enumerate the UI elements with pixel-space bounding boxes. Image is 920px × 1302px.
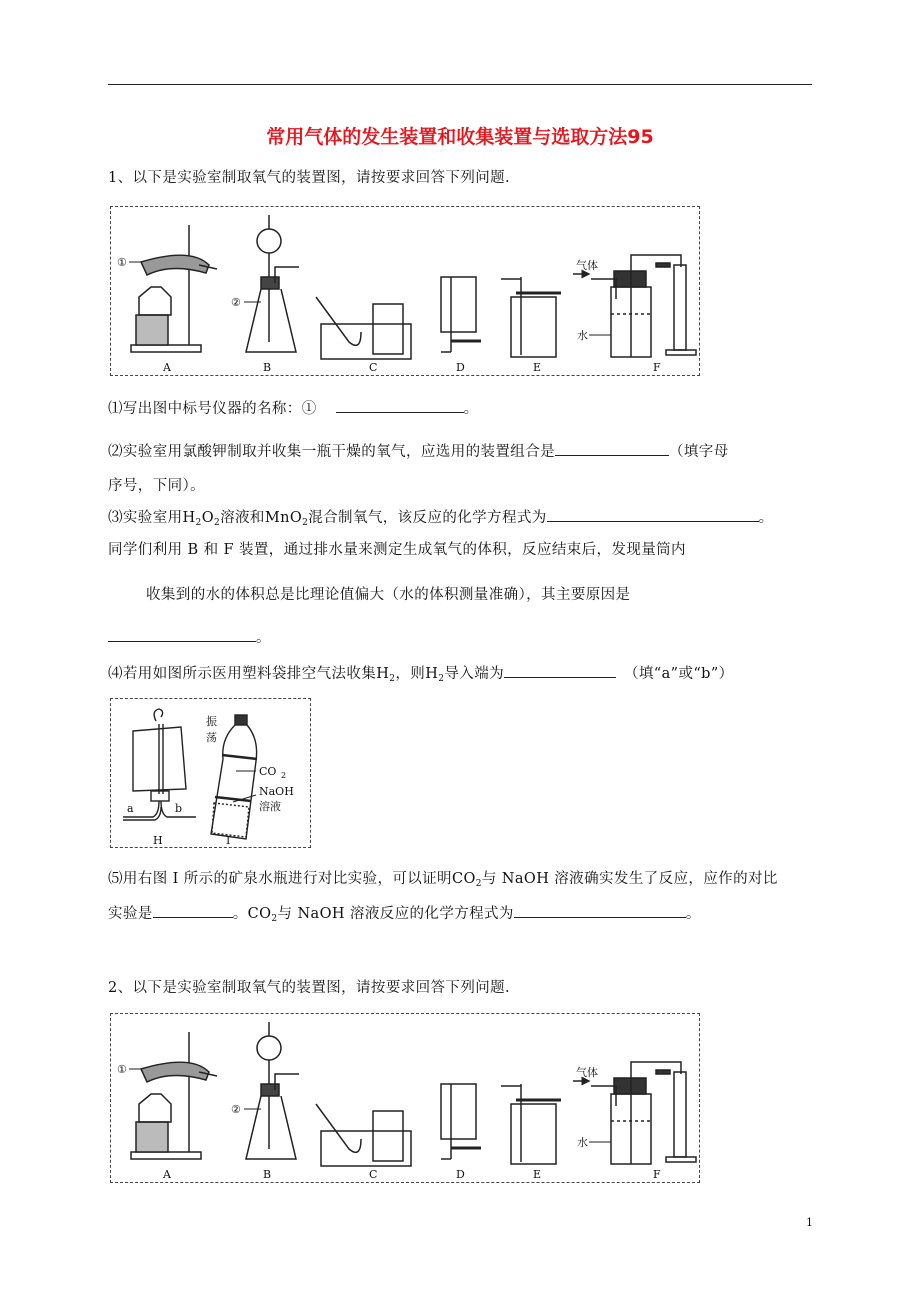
- answer-blank[interactable]: [555, 441, 669, 456]
- subscript: 2: [302, 518, 309, 528]
- subscript: 2: [475, 879, 482, 889]
- part-3-text: 溶液和: [220, 510, 265, 526]
- formula-mno2: MnO: [264, 510, 303, 526]
- subscript: 2: [195, 518, 202, 528]
- formula-co2: CO: [451, 871, 476, 887]
- label-mark-1: ①: [117, 1063, 127, 1076]
- subscript: 2: [389, 674, 396, 684]
- apparatus-figure-1: [110, 206, 700, 376]
- label-A: A: [163, 1168, 171, 1181]
- label-water: 水: [577, 1136, 588, 1149]
- label-solution: 溶液: [259, 800, 281, 813]
- question-1-part-1: [108, 397, 479, 418]
- label-mark-1: ①: [117, 256, 127, 269]
- question-1-part-2: [108, 440, 729, 461]
- question-1-part-4: [108, 662, 734, 684]
- label-D: D: [456, 1168, 465, 1181]
- part-3-text: 混合制氧气，该反应的化学方程式为: [308, 510, 547, 526]
- part-2-text-end: （填字母: [669, 444, 729, 460]
- answer-blank[interactable]: [547, 507, 759, 522]
- label-D: D: [456, 361, 465, 374]
- page-title: 常用气体的发生装置和收集装置与选取方法95: [266, 126, 654, 148]
- label-F: F: [653, 361, 661, 374]
- part-1-text: ⑴写出图中标号仪器的名称：①: [108, 401, 317, 417]
- question-1-part-5: [108, 867, 778, 889]
- period: 。: [232, 906, 248, 922]
- part-5-text: 实验是: [108, 906, 153, 922]
- label-gas: 气体: [576, 259, 598, 272]
- label-mark-2: ②: [231, 296, 241, 309]
- question-1-part-3-answer: [108, 626, 271, 647]
- label-shake: 振: [206, 715, 217, 728]
- label-B: B: [263, 361, 272, 374]
- part-4-text: ⑷若用如图所示医用塑料袋排空气法收集: [108, 666, 377, 682]
- answer-blank[interactable]: [514, 903, 686, 918]
- label-C: C: [369, 1168, 378, 1181]
- page-number: 1: [806, 1216, 813, 1229]
- label-co2: CO: [259, 765, 277, 778]
- header-rule: [108, 84, 812, 85]
- part-4-text: 导入端为: [444, 666, 504, 682]
- label-B: B: [263, 1168, 272, 1181]
- answer-blank[interactable]: [153, 903, 233, 918]
- label-co2-subscript: 2: [281, 771, 287, 780]
- label-gas: 气体: [576, 1066, 598, 1079]
- answer-blank[interactable]: [108, 627, 256, 642]
- answer-blank[interactable]: [336, 398, 464, 413]
- part-2-text: ⑵实验室用氯酸钾制取并收集一瓶干燥的氧气，应选用的装置组合是: [108, 444, 555, 460]
- bag-end-b: b: [175, 802, 183, 815]
- apparatus-drawing: [111, 1014, 701, 1184]
- period: 。: [685, 906, 701, 922]
- label-shake: 荡: [206, 731, 217, 744]
- label-F: F: [653, 1168, 661, 1181]
- part-5-text: ⑸用右图 I 所示的矿泉水瓶进行对比实验，可以证明: [108, 871, 452, 887]
- question-1-stem: 1、以下是实验室制取氧气的装置图，请按要求回答下列问题.: [108, 170, 511, 186]
- label-I: I: [226, 834, 231, 847]
- apparatus-figure-2: [110, 1013, 700, 1183]
- part-4-hint: （填“a”或“b”）: [624, 666, 734, 682]
- question-1-part-3-cont2: 收集到的水的体积总是比理论值偏大（水的体积测量准确），其主要原因是: [146, 587, 631, 603]
- label-mark-2: ②: [231, 1103, 241, 1116]
- label-E: E: [533, 1168, 542, 1181]
- subscript: 2: [213, 518, 221, 528]
- label-H: H: [153, 834, 163, 847]
- question-1-part-2-cont: 序号，下同）。: [108, 478, 206, 494]
- question-1-part-5-cont: [108, 902, 701, 924]
- question-1-part-3: [108, 506, 774, 528]
- part-3-text: ⑶实验室用: [108, 510, 183, 526]
- formula-co2: CO: [247, 906, 272, 922]
- part-5-text: 与 NaOH 溶液反应的化学方程式为: [277, 906, 514, 922]
- formula-h2: H: [425, 666, 439, 682]
- bag-end-a: a: [127, 802, 134, 815]
- bag-bottle-drawing: [111, 699, 312, 849]
- answer-blank[interactable]: [504, 663, 616, 678]
- apparatus-drawing: [111, 207, 701, 377]
- formula-h2: H: [376, 666, 390, 682]
- formula-h2o2: O: [201, 510, 214, 526]
- label-water: 水: [577, 329, 588, 342]
- period: 。: [256, 630, 271, 646]
- bag-bottle-figure: [110, 698, 311, 848]
- subscript: 2: [438, 674, 445, 684]
- part-5-text: 与 NaOH 溶液确实发生了反应，应作的对比: [481, 871, 778, 887]
- formula-h2o2: H: [182, 510, 196, 526]
- label-naoh: NaOH: [259, 785, 294, 798]
- label-C: C: [369, 361, 378, 374]
- label-E: E: [533, 361, 542, 374]
- question-1-part-3-cont: 同学们利用 B 和 F 装置，通过排水量来测定生成氧气的体积，反应结束后，发现量筒内: [108, 542, 686, 558]
- part-4-text: ，则: [395, 666, 426, 682]
- period: 。: [758, 510, 774, 526]
- period: 。: [463, 401, 479, 417]
- label-A: A: [163, 361, 171, 374]
- subscript: 2: [271, 914, 278, 924]
- question-2-stem: 2、以下是实验室制取氧气的装置图，请按要求回答下列问题.: [108, 980, 511, 996]
